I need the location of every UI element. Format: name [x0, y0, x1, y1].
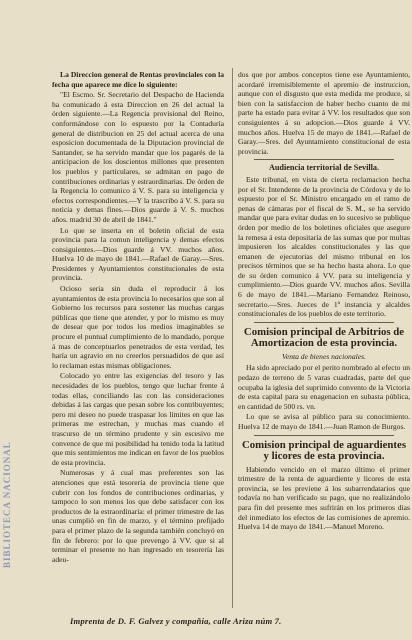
left-column: [52, 70, 224, 608]
right-column: [238, 70, 410, 608]
paragraph-tribunal: Este tribunal, en vista de cierta reclamacion hecha por el Sr. Intendente de la provincia de Córdova y de lo espuesto por el Sr. Ministro encargado en el ramo de penas de cámaras por el fiscal de S. M., se ha servido mandar que para evitar dudas en lo sucesivo se publique órden por medio de los boletines oficiales que asegure la remesa á esta depositaría de las sumas que por multas impusieren los alcaldes constitucionales y las que emanen de ejecutorias del mismo tribunal en los precisos términos que se ha hecho hasta ahora. Lo que de su órden comunico á VV. para su inteligencia y cumplimiento.—Dios guarde VV. muchos años. Sevilla 6 de mayo de 1841.—Mariano Fernandez Reinoso, secretario.—Sres. Jueces de 1ª instancia y alcaldes constitucionales de los pueblos de este territorio.: [238, 174, 410, 319]
heading-comision-aguardientes: Comision principal de aguardientes y licores de esta provincia.: [241, 438, 407, 463]
paragraph-aviso-publico: Lo que se avisa al público para su conocimiento. Huelva 12 de mayo de 1841.—Juan Ramon de Burgos.: [238, 412, 410, 431]
paragraph-continuation: dos que por ambos conceptos tiene ese Ayuntamiento, acordaré irremisiblemente el apremio de instruccion, aunque con el disgusto que esta medida me produce, si bien con la satisfaccion de haber hecho cuanto de mi parte ha estado para evitar á VV. los resultados que son consiguientes á su adopcion.—Dios guarde á VV. muchos años. Huelva 15 de mayo de 1841.—Rafael de Garay.—Sres. del Ayuntamiento constitucional de esta provincia.: [238, 70, 410, 156]
imprint-footer: Imprenta de D. F. Galvez y compañia, calle Ariza núm 7.: [70, 616, 282, 626]
section-divider: [254, 322, 394, 323]
paragraph-aguardiente: Habiendo vencido en el marzo último el primer trimestre de la renta de aguardiente y licores de esta provincia, se les previene á los subarrendatarios que todavía no han verificado su pago, que no realizándolo para fin del presente mes sufrirán en los primeros dias del inmediato los efectos de las comisiones de apremio. Huelva 14 de mayo de 1841.—Manuel Moreno.: [238, 464, 410, 532]
paragraph-tesoro: Colocado yo entre las exigencias del tesoro y las necesidades de los pueblos, tengo que luchar frente á todas ellas, conciliando las con las consideraciones debidas á las cargas que pesan sobre los contribuyentes; pero mi deseo no puede traspasar los límites en que las primeras me estrechan, y muchas mas cuando el trascurso de un término prudente y sin escesivo me convence de que mi posibilidad ha tenido toda la latitud que mis sentimientos me indican en favor de los pueblos de esta provincia.: [52, 371, 224, 467]
section-divider: [254, 435, 394, 436]
column-divider: [232, 68, 233, 608]
section-divider: [254, 159, 394, 160]
paragraph-order-quote: "El Escmo. Sr. Secretario del Despacho de Hacienda ha comunicado á esta Direccion en 26 del actual la órden siguiente.—La Regencia provisional del Reino, conformándose con lo espuesto por la Contaduría general de distribucion en 25 del actual acerca de una esposicion documentada de la Diputacion provincial de Santander, se ha servido mandar que los pagarés de la anticipacion de los doscientos millones que presenten los pueblos y particulares, se admitan en pago de contribuciones ordinarias y estraordinarias. De órden de la Regencia lo comunico á V. S. para su inteligencia y efectos correspondientes.—Y la trascribo á V. S. para su noticia y demas fines.—Dios guarde á V. S. muchos años. madrid 30 de abril de 1841.": [52, 90, 224, 224]
paragraph-ayuntamientos: Ocioso seria sin duda el reproducir á los ayuntamientos de esta provincia lo necesarios que son al Gobierno los recursos para sostener las muchas cargas públicas que tiene que atender, y por lo mismo es muy de desear que por todos los medios imaginables se procure el puntual cumplimiento de lo mandado, porque á mas de conceptuarlos penetrados de esta verdad, les haría un agravio en no creerlos persuadidos de que así lo reclaman estas mismas obligaciones.: [52, 284, 224, 370]
paragraph-perito: Ha sido apreciado por el perito nombrado al efecto un pedazo de terreno de 5 varas cuadradas, parte del que ocupaba la iglesia del suprimido convento de la Victoria de esta capital para su enagenacion en subasta pública, en cantidad de 500 rs. vn.: [238, 363, 410, 411]
heading-comision-arbitrios: Comision principal de Arbitrios de Amortizacion de esta provincia.: [243, 325, 405, 350]
paragraph-atenciones: Numerosas y á cual mas preferentes son las atenciones que está tesorería de provincia tiene que cubrir con los fondos de contribuciones ordinarias, y tampoco lo son menos los que debe satisfacer con los productos de la estraordinaria: el primer trimestre de las unas cumplió en fin de marzo, y el término prefijado para el primer plazo de la segunda también concluyó en fin de febrero: por lo que prevengo á VV. que si al terminar el presente no han ingresado en tesorería las adeu-: [52, 468, 224, 564]
subheading-venta-bienes: Venta de bienes nacionales.: [282, 351, 366, 361]
library-stamp: BIBLIOTECA NACIONAL: [2, 441, 12, 569]
paragraph-direccion-general: La Direccion general de Rentas provinciales con la fecha que aparece me dice lo siguiente:: [52, 70, 224, 89]
paragraph-boletin-notice: Lo que se inserta en el boletin oficial de esta provincia para la comun inteligencia y demas efectos consiguientes.—Dios guarde á VV. muchos años. Huelva 10 de mayo de 1841.—Rafael de Garay.—Sres. Presidentes y Ayuntamientos constitucionales de esta provincia.: [52, 225, 224, 283]
heading-audiencia: Audiencia territorial de Sevilla.: [268, 163, 380, 173]
